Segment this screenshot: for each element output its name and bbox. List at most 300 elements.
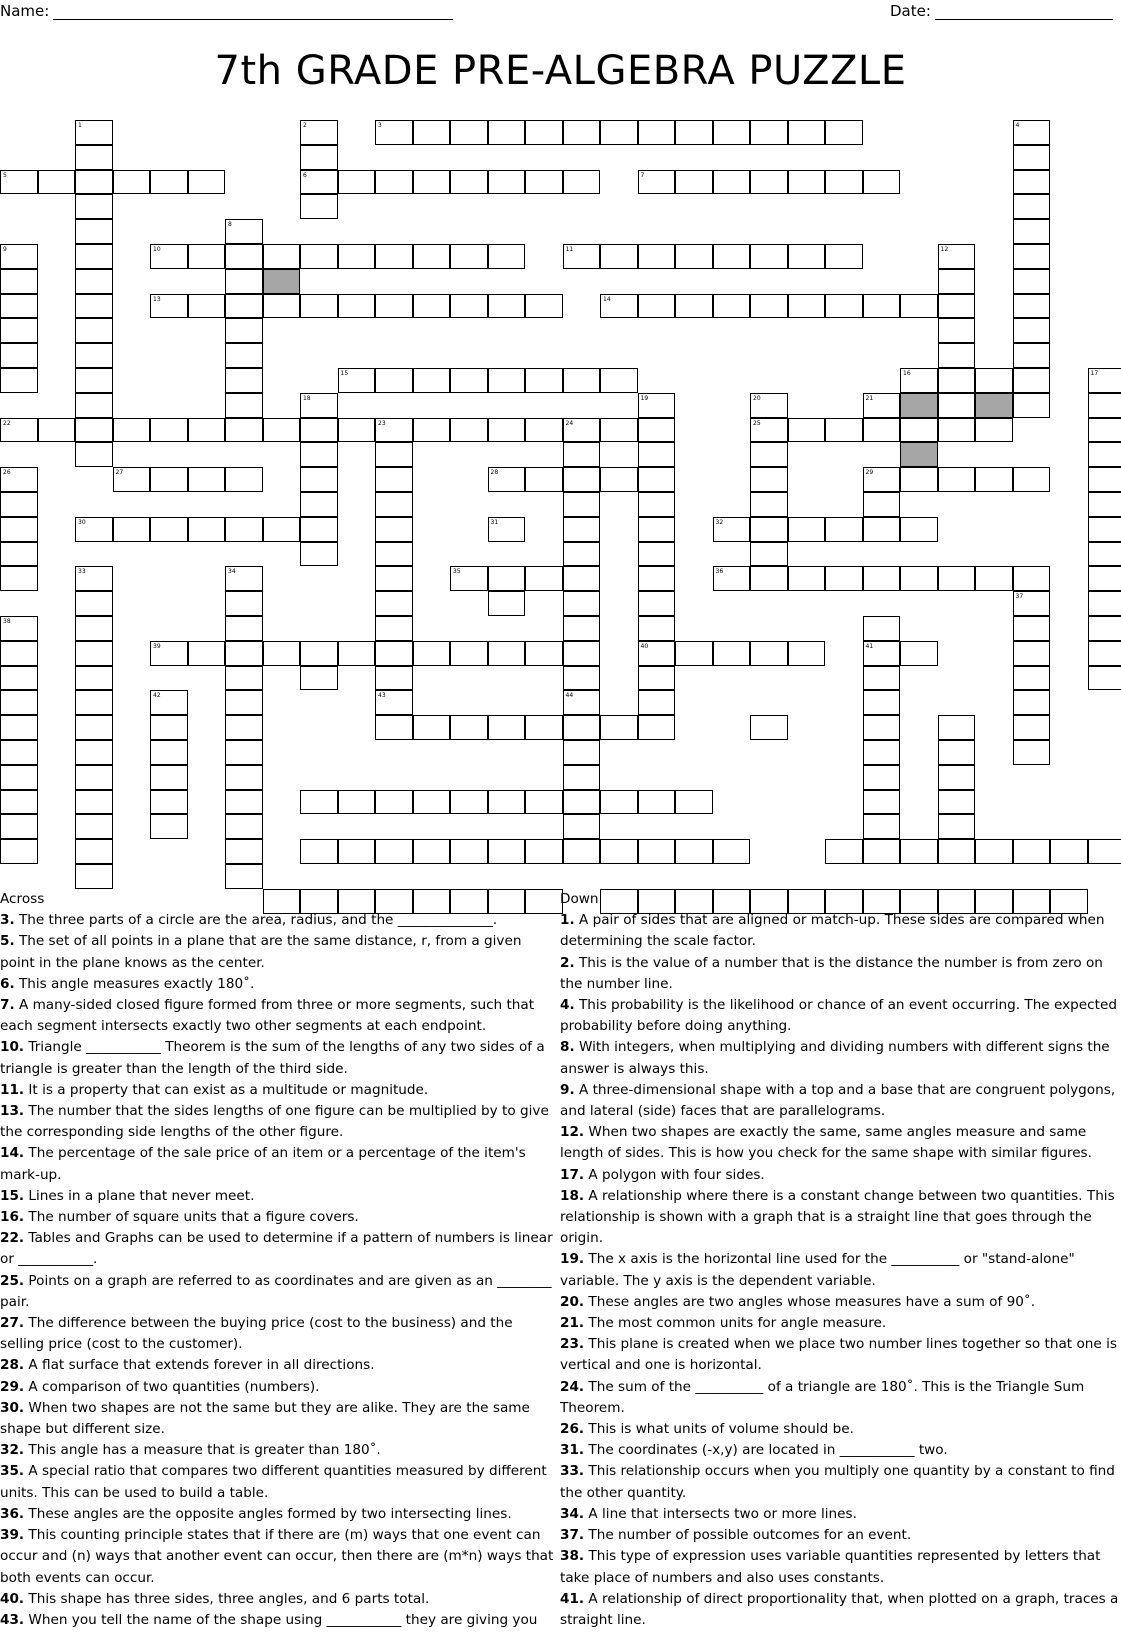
grid-cell[interactable] [638, 839, 676, 864]
grid-cell[interactable] [638, 790, 676, 815]
grid-cell[interactable] [1088, 616, 1121, 641]
grid-cell[interactable] [563, 542, 601, 567]
grid-cell[interactable] [113, 517, 151, 542]
grid-cell[interactable] [150, 740, 188, 765]
grid-cell[interactable] [713, 170, 751, 195]
grid-cell[interactable] [825, 294, 863, 319]
grid-cell[interactable] [563, 765, 601, 790]
grid-cell[interactable] [938, 765, 976, 790]
grid-cell[interactable] [0, 368, 38, 393]
grid-cell[interactable] [300, 194, 338, 219]
grid-cell[interactable] [863, 740, 901, 765]
grid-cell[interactable] [1088, 368, 1121, 393]
grid-cell[interactable] [0, 790, 38, 815]
grid-cell[interactable] [1013, 120, 1051, 145]
grid-cell[interactable] [638, 418, 676, 443]
grid-cell[interactable] [1050, 839, 1088, 864]
grid-cell[interactable] [900, 467, 938, 492]
grid-cell[interactable] [1013, 219, 1051, 244]
grid-cell[interactable] [600, 294, 638, 319]
grid-cell[interactable] [150, 690, 188, 715]
grid-cell[interactable] [338, 790, 376, 815]
grid-cell[interactable] [750, 418, 788, 443]
grid-cell[interactable] [488, 839, 526, 864]
grid-cell[interactable] [713, 294, 751, 319]
grid-cell[interactable] [525, 418, 563, 443]
grid-cell[interactable] [638, 566, 676, 591]
grid-cell[interactable] [225, 814, 263, 839]
grid-cell[interactable] [600, 368, 638, 393]
grid-cell[interactable] [1088, 517, 1121, 542]
grid-cell[interactable] [150, 790, 188, 815]
grid-cell[interactable] [375, 517, 413, 542]
grid-cell[interactable] [863, 765, 901, 790]
grid-cell[interactable] [150, 641, 188, 666]
grid-cell[interactable] [525, 715, 563, 740]
grid-cell[interactable] [638, 616, 676, 641]
grid-cell[interactable] [525, 120, 563, 145]
grid-cell[interactable] [900, 368, 938, 393]
grid-cell[interactable] [863, 790, 901, 815]
grid-cell[interactable] [675, 641, 713, 666]
grid-cell[interactable] [488, 294, 526, 319]
grid-cell[interactable] [975, 467, 1013, 492]
grid-cell[interactable] [300, 120, 338, 145]
grid-cell[interactable] [225, 740, 263, 765]
grid-cell[interactable] [488, 368, 526, 393]
grid-cell[interactable] [1013, 591, 1051, 616]
grid-cell[interactable] [750, 566, 788, 591]
grid-cell[interactable] [863, 492, 901, 517]
grid-cell[interactable] [0, 814, 38, 839]
grid-cell[interactable] [975, 418, 1013, 443]
grid-cell[interactable] [863, 690, 901, 715]
grid-cell[interactable] [1088, 467, 1121, 492]
grid-cell[interactable] [0, 244, 38, 269]
grid-cell[interactable] [413, 120, 451, 145]
grid-cell[interactable] [188, 170, 226, 195]
grid-cell[interactable] [750, 244, 788, 269]
grid-cell[interactable] [563, 666, 601, 691]
grid-cell[interactable] [338, 641, 376, 666]
grid-cell[interactable] [375, 244, 413, 269]
grid-cell[interactable] [75, 368, 113, 393]
grid-cell[interactable] [0, 715, 38, 740]
grid-cell[interactable] [863, 715, 901, 740]
grid-cell[interactable] [975, 566, 1013, 591]
grid-cell[interactable] [450, 368, 488, 393]
grid-cell[interactable] [1013, 244, 1051, 269]
grid-cell[interactable] [0, 517, 38, 542]
grid-cell[interactable] [1013, 616, 1051, 641]
grid-cell[interactable] [825, 120, 863, 145]
grid-cell[interactable] [525, 566, 563, 591]
grid-cell[interactable] [563, 517, 601, 542]
grid-cell[interactable] [1013, 170, 1051, 195]
grid-cell[interactable] [375, 566, 413, 591]
grid-cell[interactable] [1013, 666, 1051, 691]
grid-cell[interactable] [188, 517, 226, 542]
grid-cell[interactable] [75, 418, 113, 443]
grid-cell[interactable] [225, 318, 263, 343]
grid-cell[interactable] [938, 244, 976, 269]
grid-cell[interactable] [375, 492, 413, 517]
grid-cell[interactable] [600, 120, 638, 145]
grid-cell[interactable] [638, 294, 676, 319]
grid-cell[interactable] [300, 666, 338, 691]
grid-cell[interactable] [75, 666, 113, 691]
grid-cell[interactable] [525, 641, 563, 666]
grid-cell[interactable] [225, 244, 263, 269]
grid-cell[interactable] [563, 566, 601, 591]
grid-cell[interactable] [113, 467, 151, 492]
grid-cell[interactable] [638, 244, 676, 269]
grid-cell[interactable] [938, 467, 976, 492]
grid-cell[interactable] [0, 616, 38, 641]
grid-cell[interactable] [1013, 294, 1051, 319]
grid-cell[interactable] [0, 492, 38, 517]
grid-cell[interactable] [300, 641, 338, 666]
grid-cell[interactable] [75, 814, 113, 839]
grid-cell[interactable] [1013, 269, 1051, 294]
grid-cell[interactable] [750, 542, 788, 567]
grid-cell[interactable] [375, 467, 413, 492]
grid-cell[interactable] [225, 641, 263, 666]
grid-cell[interactable] [525, 368, 563, 393]
grid-cell[interactable] [1088, 839, 1121, 864]
grid-cell[interactable] [1013, 641, 1051, 666]
grid-cell[interactable] [38, 170, 76, 195]
grid-cell[interactable] [375, 616, 413, 641]
grid-cell[interactable] [300, 145, 338, 170]
grid-cell[interactable] [563, 715, 601, 740]
grid-cell[interactable] [525, 294, 563, 319]
grid-cell[interactable] [675, 839, 713, 864]
grid-cell[interactable] [188, 244, 226, 269]
grid-cell[interactable] [488, 715, 526, 740]
grid-cell[interactable] [488, 467, 526, 492]
grid-cell[interactable] [75, 715, 113, 740]
grid-cell[interactable] [0, 318, 38, 343]
grid-cell[interactable] [75, 343, 113, 368]
grid-cell[interactable] [75, 690, 113, 715]
grid-cell[interactable] [300, 839, 338, 864]
grid-cell[interactable] [938, 814, 976, 839]
grid-cell[interactable] [900, 839, 938, 864]
grid-cell[interactable] [450, 418, 488, 443]
grid-cell[interactable] [375, 641, 413, 666]
grid-cell[interactable] [375, 542, 413, 567]
grid-cell[interactable] [900, 418, 938, 443]
grid-cell[interactable] [0, 343, 38, 368]
grid-cell[interactable] [1088, 542, 1121, 567]
grid-cell[interactable] [75, 244, 113, 269]
grid-cell[interactable] [375, 294, 413, 319]
grid-cell[interactable] [75, 120, 113, 145]
grid-cell[interactable] [75, 219, 113, 244]
grid-cell[interactable] [413, 244, 451, 269]
grid-cell[interactable] [675, 170, 713, 195]
grid-cell[interactable] [225, 616, 263, 641]
grid-cell[interactable] [263, 517, 301, 542]
grid-cell[interactable] [1088, 418, 1121, 443]
grid-cell[interactable] [338, 244, 376, 269]
grid-cell[interactable] [563, 368, 601, 393]
grid-cell[interactable] [788, 244, 826, 269]
grid-cell[interactable] [150, 294, 188, 319]
grid-cell[interactable] [863, 616, 901, 641]
grid-cell[interactable] [375, 790, 413, 815]
grid-cell[interactable] [713, 641, 751, 666]
grid-cell[interactable] [638, 666, 676, 691]
grid-cell[interactable] [1013, 343, 1051, 368]
grid-cell[interactable] [1013, 740, 1051, 765]
grid-cell[interactable] [413, 294, 451, 319]
grid-cell[interactable] [525, 170, 563, 195]
grid-cell[interactable] [563, 690, 601, 715]
grid-cell[interactable] [563, 492, 601, 517]
grid-cell[interactable] [75, 839, 113, 864]
grid-cell[interactable] [75, 393, 113, 418]
grid-cell[interactable] [413, 641, 451, 666]
grid-cell[interactable] [300, 442, 338, 467]
grid-cell[interactable] [75, 790, 113, 815]
grid-cell[interactable] [825, 418, 863, 443]
grid-cell[interactable] [638, 591, 676, 616]
grid-cell[interactable] [300, 294, 338, 319]
grid-cell[interactable] [413, 839, 451, 864]
grid-cell[interactable] [225, 765, 263, 790]
grid-cell[interactable] [563, 814, 601, 839]
grid-cell[interactable] [488, 244, 526, 269]
grid-cell[interactable] [750, 170, 788, 195]
grid-cell[interactable] [188, 641, 226, 666]
grid-cell[interactable] [863, 294, 901, 319]
grid-cell[interactable] [450, 715, 488, 740]
grid-cell[interactable] [225, 864, 263, 889]
grid-cell[interactable] [488, 170, 526, 195]
grid-cell[interactable] [638, 542, 676, 567]
grid-cell[interactable] [263, 244, 301, 269]
grid-cell[interactable] [375, 418, 413, 443]
grid-cell[interactable] [75, 145, 113, 170]
grid-cell[interactable] [638, 393, 676, 418]
grid-cell[interactable] [1013, 690, 1051, 715]
grid-cell[interactable] [788, 641, 826, 666]
grid-cell[interactable] [413, 368, 451, 393]
grid-cell[interactable] [375, 690, 413, 715]
grid-cell[interactable] [375, 442, 413, 467]
grid-cell[interactable] [1088, 666, 1121, 691]
grid-cell[interactable] [825, 244, 863, 269]
grid-cell[interactable] [0, 170, 38, 195]
grid-cell[interactable] [450, 120, 488, 145]
grid-cell[interactable] [638, 715, 676, 740]
grid-cell[interactable] [75, 318, 113, 343]
grid-cell[interactable] [450, 839, 488, 864]
grid-cell[interactable] [675, 244, 713, 269]
grid-cell[interactable] [938, 318, 976, 343]
grid-cell[interactable] [938, 839, 976, 864]
grid-cell[interactable] [75, 194, 113, 219]
grid-cell[interactable] [938, 269, 976, 294]
grid-cell[interactable] [863, 566, 901, 591]
grid-cell[interactable] [1088, 566, 1121, 591]
grid-cell[interactable] [563, 616, 601, 641]
grid-cell[interactable] [938, 566, 976, 591]
grid-cell[interactable] [638, 641, 676, 666]
grid-cell[interactable] [1088, 442, 1121, 467]
grid-cell[interactable] [563, 244, 601, 269]
grid-cell[interactable] [638, 690, 676, 715]
grid-cell[interactable] [225, 269, 263, 294]
grid-cell[interactable] [750, 294, 788, 319]
grid-cell[interactable] [563, 467, 601, 492]
grid-cell[interactable] [863, 467, 901, 492]
grid-cell[interactable] [300, 418, 338, 443]
grid-cell[interactable] [188, 294, 226, 319]
grid-cell[interactable] [863, 418, 901, 443]
grid-cell[interactable] [900, 641, 938, 666]
grid-cell[interactable] [75, 566, 113, 591]
grid-cell[interactable] [188, 467, 226, 492]
grid-cell[interactable] [1013, 145, 1051, 170]
grid-cell[interactable] [563, 740, 601, 765]
grid-cell[interactable] [488, 641, 526, 666]
grid-cell[interactable] [563, 442, 601, 467]
grid-cell[interactable] [0, 690, 38, 715]
grid-cell[interactable] [225, 294, 263, 319]
grid-cell[interactable] [75, 170, 113, 195]
grid-cell[interactable] [338, 294, 376, 319]
grid-cell[interactable] [488, 566, 526, 591]
grid-cell[interactable] [450, 566, 488, 591]
grid-cell[interactable] [75, 765, 113, 790]
grid-cell[interactable] [750, 467, 788, 492]
grid-cell[interactable] [563, 170, 601, 195]
grid-cell[interactable] [225, 715, 263, 740]
grid-cell[interactable] [450, 641, 488, 666]
grid-cell[interactable] [788, 517, 826, 542]
grid-cell[interactable] [225, 839, 263, 864]
grid-cell[interactable] [1088, 641, 1121, 666]
grid-cell[interactable] [863, 641, 901, 666]
grid-cell[interactable] [638, 492, 676, 517]
grid-cell[interactable] [938, 343, 976, 368]
grid-cell[interactable] [263, 418, 301, 443]
grid-cell[interactable] [450, 170, 488, 195]
grid-cell[interactable] [225, 591, 263, 616]
grid-cell[interactable] [75, 616, 113, 641]
grid-cell[interactable] [150, 244, 188, 269]
grid-cell[interactable] [75, 641, 113, 666]
grid-cell[interactable] [1088, 393, 1121, 418]
grid-cell[interactable] [638, 170, 676, 195]
grid-cell[interactable] [300, 542, 338, 567]
grid-cell[interactable] [413, 715, 451, 740]
grid-cell[interactable] [675, 790, 713, 815]
grid-cell[interactable] [600, 715, 638, 740]
grid-cell[interactable] [300, 790, 338, 815]
grid-cell[interactable] [975, 368, 1013, 393]
grid-cell[interactable] [0, 294, 38, 319]
grid-cell[interactable] [0, 839, 38, 864]
grid-cell[interactable] [750, 120, 788, 145]
grid-cell[interactable] [488, 790, 526, 815]
grid-cell[interactable] [225, 566, 263, 591]
grid-cell[interactable] [375, 715, 413, 740]
grid-cell[interactable] [563, 418, 601, 443]
grid-cell[interactable] [375, 120, 413, 145]
grid-cell[interactable] [0, 467, 38, 492]
grid-cell[interactable] [413, 170, 451, 195]
grid-cell[interactable] [0, 542, 38, 567]
grid-cell[interactable] [450, 294, 488, 319]
grid-cell[interactable] [750, 641, 788, 666]
grid-cell[interactable] [1013, 318, 1051, 343]
grid-cell[interactable] [750, 492, 788, 517]
grid-cell[interactable] [150, 170, 188, 195]
grid-cell[interactable] [375, 666, 413, 691]
grid-cell[interactable] [225, 690, 263, 715]
grid-cell[interactable] [1013, 368, 1051, 393]
grid-cell[interactable] [450, 790, 488, 815]
grid-cell[interactable] [375, 591, 413, 616]
grid-cell[interactable] [825, 517, 863, 542]
grid-cell[interactable] [338, 418, 376, 443]
grid-cell[interactable] [375, 368, 413, 393]
grid-cell[interactable] [75, 269, 113, 294]
grid-cell[interactable] [0, 418, 38, 443]
grid-cell[interactable] [300, 244, 338, 269]
grid-cell[interactable] [938, 294, 976, 319]
grid-cell[interactable] [338, 368, 376, 393]
grid-cell[interactable] [563, 839, 601, 864]
grid-cell[interactable] [488, 517, 526, 542]
grid-cell[interactable] [788, 294, 826, 319]
grid-cell[interactable] [263, 294, 301, 319]
grid-cell[interactable] [713, 566, 751, 591]
grid-cell[interactable] [863, 393, 901, 418]
grid-cell[interactable] [225, 368, 263, 393]
grid-cell[interactable] [0, 765, 38, 790]
grid-cell[interactable] [1088, 492, 1121, 517]
grid-cell[interactable] [150, 765, 188, 790]
grid-cell[interactable] [825, 170, 863, 195]
grid-cell[interactable] [563, 120, 601, 145]
grid-cell[interactable] [300, 170, 338, 195]
grid-cell[interactable] [863, 839, 901, 864]
grid-cell[interactable] [338, 839, 376, 864]
grid-cell[interactable] [113, 418, 151, 443]
grid-cell[interactable] [1013, 566, 1051, 591]
grid-cell[interactable] [150, 715, 188, 740]
grid-cell[interactable] [225, 393, 263, 418]
grid-cell[interactable] [938, 715, 976, 740]
grid-cell[interactable] [413, 418, 451, 443]
grid-cell[interactable] [675, 294, 713, 319]
grid-cell[interactable] [750, 393, 788, 418]
grid-cell[interactable] [638, 517, 676, 542]
grid-cell[interactable] [488, 418, 526, 443]
grid-cell[interactable] [225, 343, 263, 368]
grid-cell[interactable] [375, 170, 413, 195]
grid-cell[interactable] [0, 666, 38, 691]
grid-cell[interactable] [150, 467, 188, 492]
grid-cell[interactable] [938, 393, 976, 418]
grid-cell[interactable] [75, 740, 113, 765]
grid-cell[interactable] [600, 418, 638, 443]
